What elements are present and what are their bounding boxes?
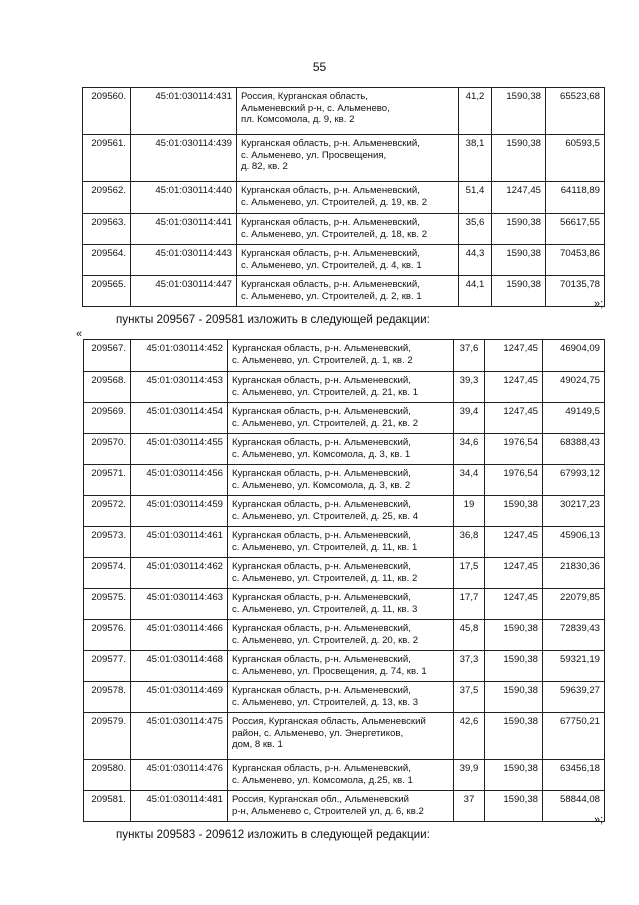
table-row <box>83 276 605 307</box>
row-number-cell: 209574. <box>84 558 131 589</box>
row-number-cell: 209581. <box>84 791 131 822</box>
cadastral-number-cell: 45:01:030114:431 <box>131 88 237 135</box>
unit-price-cell: 1590,38 <box>485 620 543 651</box>
unit-price-cell: 1590,38 <box>492 276 546 307</box>
table-row <box>83 214 605 245</box>
area-cell: 37,6 <box>454 340 485 372</box>
total-value-cell: 72839,43 <box>543 620 605 651</box>
area-cell: 37,3 <box>454 651 485 682</box>
total-value-cell: 56617,55 <box>546 214 605 245</box>
cadastral-number-cell: 45:01:030114:452 <box>131 340 228 372</box>
row-number-cell: 209565. <box>83 276 131 307</box>
unit-price-cell: 1976,54 <box>485 434 543 465</box>
address-cell: Россия, Курганская область, Альменевский р-н, с. Альменево, пл. Комсомола, д. 9, кв. 2 <box>237 88 459 135</box>
address-cell: Россия, Курганская обл., Альменевский р-н, Альменево с, Строителей ул, д. 6, кв.2 <box>228 791 454 822</box>
amendment-paragraph: пункты 209567 - 209581 изложить в следующей редакции: <box>116 313 430 326</box>
row-number-cell: 209572. <box>84 496 131 527</box>
closing-quote: »; <box>594 814 604 826</box>
table-row <box>84 620 605 651</box>
row-number-cell: 209563. <box>83 214 131 245</box>
table-row <box>84 682 605 713</box>
table-row <box>84 403 605 434</box>
unit-price-cell: 1247,45 <box>485 403 543 434</box>
total-value-cell: 70453,86 <box>546 245 605 276</box>
total-value-cell: 70135,78 <box>546 276 605 307</box>
cadastral-number-cell: 45:01:030114:439 <box>131 135 237 182</box>
area-cell: 44,1 <box>459 276 492 307</box>
table-row <box>84 791 605 822</box>
address-cell: Курганская область, р-н. Альменевский, с. Альменево, ул. Строителей, д. 4, кв. 1 <box>237 245 459 276</box>
total-value-cell: 46904,09 <box>543 340 605 372</box>
page-number: 55 <box>312 60 327 74</box>
address-cell: Курганская область, р-н. Альменевский, с. Альменево, ул. Строителей, д. 19, кв. 2 <box>237 182 459 214</box>
total-value-cell: 68388,43 <box>543 434 605 465</box>
area-cell: 41,2 <box>459 88 492 135</box>
area-cell: 37 <box>454 791 485 822</box>
table-row <box>83 135 605 182</box>
total-value-cell: 59639,27 <box>543 682 605 713</box>
total-value-cell: 30217,23 <box>543 496 605 527</box>
row-number-cell: 209560. <box>83 88 131 135</box>
address-cell: Курганская область, р-н. Альменевский, с. Альменево, ул. Строителей, д. 13, кв. 3 <box>228 682 454 713</box>
table-row <box>84 589 605 620</box>
row-number-cell: 209562. <box>83 182 131 214</box>
unit-price-cell: 1590,38 <box>485 651 543 682</box>
table-row <box>84 558 605 589</box>
area-cell: 17,5 <box>454 558 485 589</box>
area-cell: 39,9 <box>454 760 485 791</box>
address-cell: Курганская область, р-н. Альменевский, с. Альменево, ул. Строителей, д. 11, кв. 2 <box>228 558 454 589</box>
row-number-cell: 209580. <box>84 760 131 791</box>
total-value-cell: 65523,68 <box>546 88 605 135</box>
area-cell: 45,8 <box>454 620 485 651</box>
area-cell: 37,5 <box>454 682 485 713</box>
address-cell: Курганская область, р-н. Альменевский, с. Альменево, ул. Просвещения, д. 74, кв. 1 <box>228 651 454 682</box>
area-cell: 34,6 <box>454 434 485 465</box>
table-row <box>83 182 605 214</box>
address-cell: Курганская область, р-н. Альменевский, с. Альменево, ул. Строителей, д. 11, кв. 1 <box>228 527 454 558</box>
row-number-cell: 209564. <box>83 245 131 276</box>
row-number-cell: 209567. <box>84 340 131 372</box>
row-number-cell: 209573. <box>84 527 131 558</box>
total-value-cell: 63456,18 <box>543 760 605 791</box>
table-row <box>84 496 605 527</box>
property-table-2 <box>83 339 605 822</box>
area-cell: 39,4 <box>454 403 485 434</box>
unit-price-cell: 1590,38 <box>485 682 543 713</box>
amendment-paragraph: пункты 209583 - 209612 изложить в следующей редакции: <box>116 828 430 841</box>
cadastral-number-cell: 45:01:030114:469 <box>131 682 228 713</box>
row-number-cell: 209577. <box>84 651 131 682</box>
row-number-cell: 209569. <box>84 403 131 434</box>
area-cell: 17,7 <box>454 589 485 620</box>
table-row <box>84 434 605 465</box>
cadastral-number-cell: 45:01:030114:459 <box>131 496 228 527</box>
address-cell: Курганская область, р-н. Альменевский, с. Альменево, ул. Комсомола, д.25, кв. 1 <box>228 760 454 791</box>
table-row <box>83 88 605 135</box>
table-row <box>84 465 605 496</box>
unit-price-cell: 1590,38 <box>492 88 546 135</box>
unit-price-cell: 1590,38 <box>485 791 543 822</box>
area-cell: 51,4 <box>459 182 492 214</box>
cadastral-number-cell: 45:01:030114:447 <box>131 276 237 307</box>
unit-price-cell: 1976,54 <box>485 465 543 496</box>
property-table-1 <box>82 87 605 307</box>
unit-price-cell: 1247,45 <box>485 527 543 558</box>
unit-price-cell: 1590,38 <box>485 760 543 791</box>
cadastral-number-cell: 45:01:030114:463 <box>131 589 228 620</box>
row-number-cell: 209578. <box>84 682 131 713</box>
cadastral-number-cell: 45:01:030114:475 <box>131 713 228 760</box>
cadastral-number-cell: 45:01:030114:481 <box>131 791 228 822</box>
address-cell: Курганская область, р-н. Альменевский, с. Альменево, ул. Комсомола, д. 3, кв. 2 <box>228 465 454 496</box>
area-cell: 34,4 <box>454 465 485 496</box>
total-value-cell: 49149,5 <box>543 403 605 434</box>
unit-price-cell: 1590,38 <box>485 496 543 527</box>
total-value-cell: 45906,13 <box>543 527 605 558</box>
total-value-cell: 59321,19 <box>543 651 605 682</box>
area-cell: 44,3 <box>459 245 492 276</box>
address-cell: Курганская область, р-н. Альменевский, с. Альменево, ул. Строителей, д. 18, кв. 2 <box>237 214 459 245</box>
area-cell: 35,6 <box>459 214 492 245</box>
table-row <box>84 760 605 791</box>
table-row <box>84 372 605 403</box>
unit-price-cell: 1590,38 <box>492 214 546 245</box>
address-cell: Россия, Курганская область, Альменевский район, с. Альменево, ул. Энергетиков, дом, 8 кв. 1 <box>228 713 454 760</box>
closing-quote: »; <box>594 298 604 310</box>
table-row <box>84 713 605 760</box>
unit-price-cell: 1247,45 <box>485 558 543 589</box>
address-cell: Курганская область, р-н. Альменевский, с. Альменево, ул. Строителей, д. 21, кв. 1 <box>228 372 454 403</box>
cadastral-number-cell: 45:01:030114:440 <box>131 182 237 214</box>
table-row <box>83 245 605 276</box>
cadastral-number-cell: 45:01:030114:468 <box>131 651 228 682</box>
unit-price-cell: 1247,45 <box>485 340 543 372</box>
row-number-cell: 209579. <box>84 713 131 760</box>
address-cell: Курганская область, р-н. Альменевский, с. Альменево, ул. Строителей, д. 21, кв. 2 <box>228 403 454 434</box>
cadastral-number-cell: 45:01:030114:454 <box>131 403 228 434</box>
unit-price-cell: 1590,38 <box>492 135 546 182</box>
total-value-cell: 22079,85 <box>543 589 605 620</box>
area-cell: 39,3 <box>454 372 485 403</box>
unit-price-cell: 1247,45 <box>492 182 546 214</box>
address-cell: Курганская область, р-н. Альменевский, с. Альменево, ул. Комсомола, д. 3, кв. 1 <box>228 434 454 465</box>
address-cell: Курганская область, р-н. Альменевский, с. Альменево, ул. Строителей, д. 1, кв. 2 <box>228 340 454 372</box>
area-cell: 42,6 <box>454 713 485 760</box>
total-value-cell: 21830,36 <box>543 558 605 589</box>
cadastral-number-cell: 45:01:030114:462 <box>131 558 228 589</box>
row-number-cell: 209576. <box>84 620 131 651</box>
row-number-cell: 209570. <box>84 434 131 465</box>
address-cell: Курганская область, р-н. Альменевский, с. Альменево, ул. Просвещения, д. 82, кв. 2 <box>237 135 459 182</box>
cadastral-number-cell: 45:01:030114:443 <box>131 245 237 276</box>
total-value-cell: 58844,08 <box>543 791 605 822</box>
total-value-cell: 67750,21 <box>543 713 605 760</box>
opening-quote: « <box>76 328 83 340</box>
cadastral-number-cell: 45:01:030114:456 <box>131 465 228 496</box>
table-row <box>84 651 605 682</box>
unit-price-cell: 1590,38 <box>492 245 546 276</box>
unit-price-cell: 1247,45 <box>485 372 543 403</box>
total-value-cell: 67993,12 <box>543 465 605 496</box>
area-cell: 38,1 <box>459 135 492 182</box>
total-value-cell: 49024,75 <box>543 372 605 403</box>
area-cell: 36,8 <box>454 527 485 558</box>
total-value-cell: 64118,89 <box>546 182 605 214</box>
cadastral-number-cell: 45:01:030114:476 <box>131 760 228 791</box>
address-cell: Курганская область, р-н. Альменевский, с. Альменево, ул. Строителей, д. 2, кв. 1 <box>237 276 459 307</box>
row-number-cell: 209561. <box>83 135 131 182</box>
cadastral-number-cell: 45:01:030114:455 <box>131 434 228 465</box>
total-value-cell: 60593,5 <box>546 135 605 182</box>
unit-price-cell: 1590,38 <box>485 713 543 760</box>
cadastral-number-cell: 45:01:030114:461 <box>131 527 228 558</box>
row-number-cell: 209568. <box>84 372 131 403</box>
cadastral-number-cell: 45:01:030114:441 <box>131 214 237 245</box>
address-cell: Курганская область, р-н. Альменевский, с. Альменево, ул. Строителей, д. 11, кв. 3 <box>228 589 454 620</box>
row-number-cell: 209575. <box>84 589 131 620</box>
table-row <box>84 340 605 372</box>
unit-price-cell: 1247,45 <box>485 589 543 620</box>
address-cell: Курганская область, р-н. Альменевский, с. Альменево, ул. Строителей, д. 25, кв. 4 <box>228 496 454 527</box>
area-cell: 19 <box>454 496 485 527</box>
row-number-cell: 209571. <box>84 465 131 496</box>
table-row <box>84 527 605 558</box>
cadastral-number-cell: 45:01:030114:453 <box>131 372 228 403</box>
address-cell: Курганская область, р-н. Альменевский, с. Альменево, ул. Строителей, д. 20, кв. 2 <box>228 620 454 651</box>
cadastral-number-cell: 45:01:030114:466 <box>131 620 228 651</box>
